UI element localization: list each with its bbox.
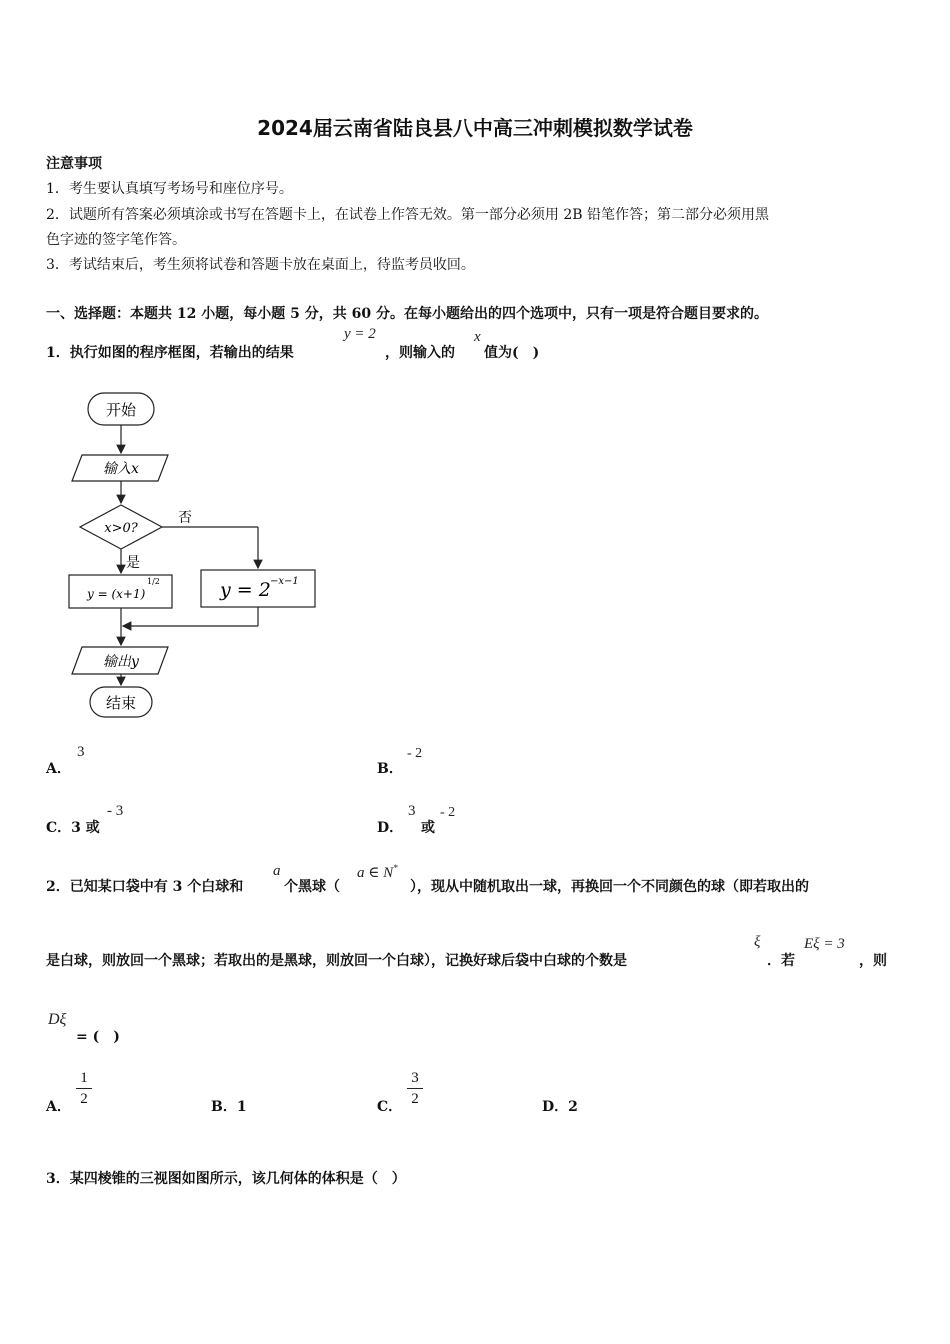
q1-option-c-value: - 3 (107, 803, 124, 819)
q2-option-b: B．1 (211, 1099, 247, 1115)
q1-option-d-value-2: - 2 (440, 805, 456, 820)
flow-output-label: 输出y (103, 654, 139, 670)
q2-option-c-label: C． (377, 1099, 403, 1115)
exam-title: 2024届云南省陆良县八中高三冲刺模拟数学试卷 (257, 116, 693, 140)
flowchart (60, 385, 330, 725)
q2-line3: = ( ) (76, 1029, 120, 1045)
q1-option-b-value: - 2 (407, 746, 423, 761)
q3-text: 3．某四棱锥的三视图如图所示，该几何体的体积是（ ） (46, 1171, 406, 1187)
q2-math-xi: ξ (754, 934, 761, 950)
q1-math-x: x (474, 329, 481, 345)
q1-option-d-label: D． (377, 820, 404, 836)
q2-math-exi: Eξ = 3 (804, 936, 845, 952)
q2-option-c-fraction: 3 2 (407, 1070, 423, 1107)
q2-option-a-label: A． (46, 1099, 71, 1115)
q2-math-dxi: Dξ (48, 1011, 67, 1028)
flow-left-exponent: 1/2 (147, 577, 160, 586)
flow-left-formula: y = (x+1) (87, 587, 146, 601)
q2-line2-c: ，则 (859, 953, 887, 969)
q2-line1-a: 2．已知某口袋中有 3 个白球和 (46, 879, 244, 895)
notice-item-2: 2．试题所有答案必须填涂或书写在答题卡上，在试卷上作答无效。第一部分必须用 2B 铅笔作答；第二部分必须用黑 (46, 207, 769, 223)
q2-line1-c: ），现从中随机取出一球，再换回一个不同颜色的球（即若取出的 (410, 879, 809, 895)
flow-no-label: 否 (178, 510, 192, 526)
q1-text-b: ，则输入的 (385, 345, 455, 361)
q1-option-c-label: C．3 或 (46, 820, 100, 836)
q1-text-a: 1．执行如图的程序框图，若输出的结果 (46, 345, 294, 361)
flow-right-exponent: −x−1 (270, 576, 299, 587)
flow-input-label: 输入x (103, 461, 139, 477)
q2-line2-a: 是白球，则放回一个黑球；若取出的是黑球，则放回一个白球），记换好球后袋中白球的个数是 (46, 953, 627, 969)
flow-decision-label: x>0? (104, 521, 138, 536)
q1-option-d-value-1: 3 (408, 803, 416, 819)
notice-item-1: 1．考生要认真填写考场号和座位序号。 (46, 181, 293, 197)
notice-item-3: 3．考试结束后，考生须将试卷和答题卡放在桌面上，待监考员收回。 (46, 257, 475, 273)
q1-option-b-label: B． (377, 761, 403, 777)
q1-option-d-or: 或 (421, 820, 435, 836)
notice-item-2-cont: 色字迹的签字笔作答。 (46, 232, 186, 248)
q1-math-y: y = 2 (344, 326, 376, 342)
q2-option-d: D．2 (542, 1099, 578, 1115)
q2-math-condition: a ∈ N* (357, 863, 398, 881)
q1-text-c: 值为( ) (484, 345, 540, 361)
q2-line1-b: 个黑球（ (284, 879, 340, 895)
q2-math-a: a (273, 863, 281, 879)
section-heading: 一、选择题：本题共 12 小题，每小题 5 分，共 60 分。在每小题给出的四个选项中，只有一项是符合题目要求的。 (46, 306, 768, 322)
notice-heading: 注意事项 (46, 156, 102, 172)
q1-option-a-value: 3 (77, 744, 85, 760)
q2-option-a-fraction: 1 2 (76, 1070, 92, 1107)
q1-option-a-label: A． (46, 761, 71, 777)
flow-start-label: 开始 (105, 401, 137, 419)
flow-right-formula: y = 2 (220, 579, 271, 601)
flow-yes-label: 是 (126, 555, 140, 571)
flow-end-label: 结束 (105, 694, 137, 712)
q2-line2-b: ．若 (767, 953, 795, 969)
